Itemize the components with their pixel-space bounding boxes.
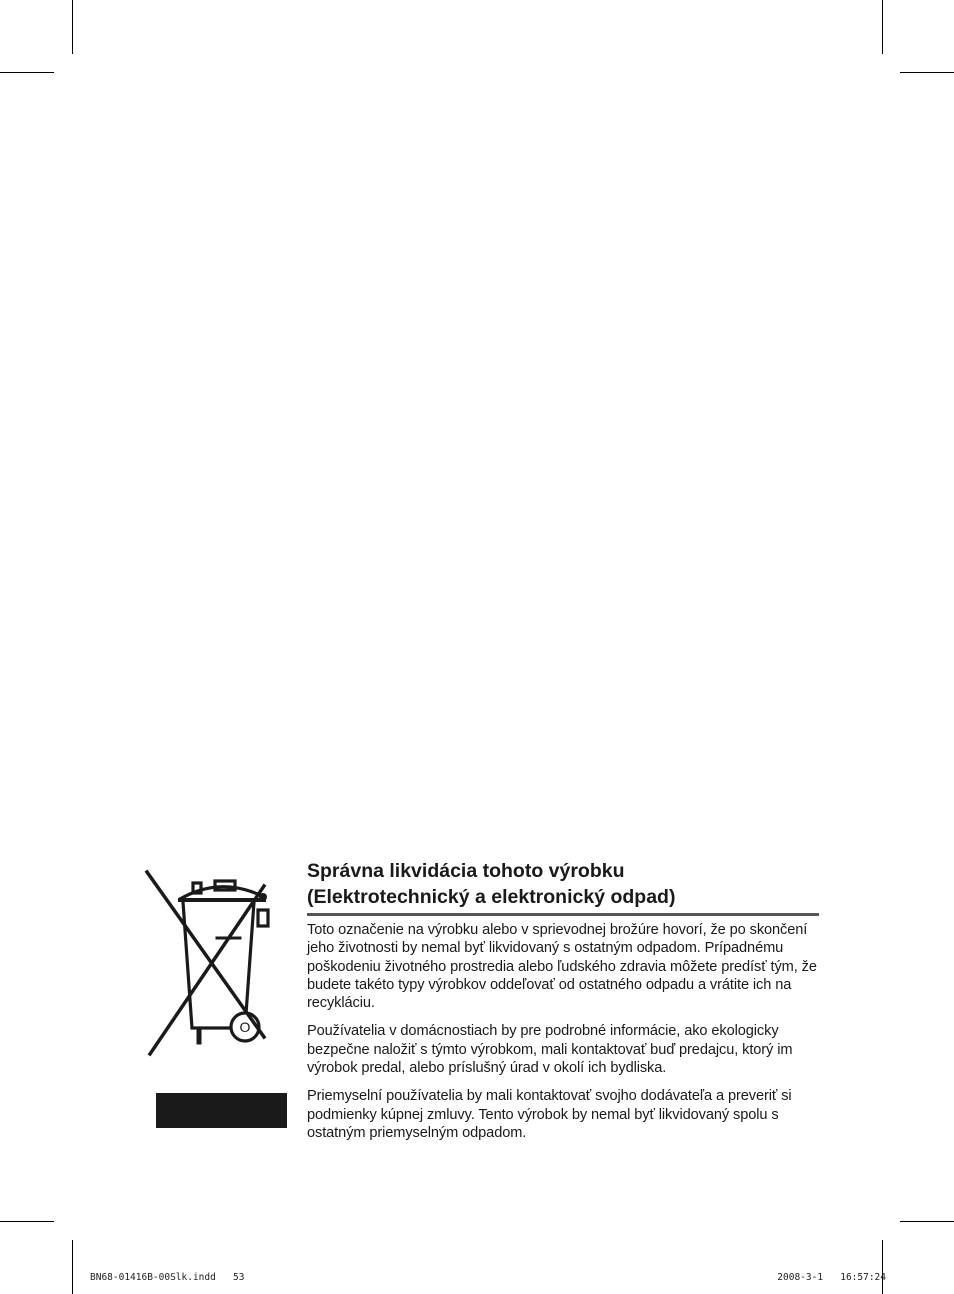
footer-time: 16:57:24 (840, 1272, 886, 1283)
paragraph-business-users: Priemyselní používatelia by mali kontaktovať svojho dodávateľa a preveriť si podmienky kúpnej zmluvy. Tento výrobok by nemal byť likvidovaný spolu s ostatným priemyselným odpadom. (307, 1088, 792, 1141)
footer-filename: BN68-01416B-00Slk.indd (90, 1272, 216, 1283)
paragraph-household-users: Používatelia v domácnostiach by pre podrobné informácie, ako ekologicky bezpečne naložiť s týmto výrobkom, mali kontaktovať buď predajcu, ktorý im výrobok predal, alebo príslušný úrad v okolí ich bydliska. (307, 1023, 793, 1077)
crop-mark (0, 1221, 54, 1222)
print-footer-file (90, 1272, 244, 1283)
crop-mark (72, 0, 73, 54)
section-title: Správna likvidácia tohoto výrobku (307, 860, 625, 882)
crop-mark (882, 0, 883, 54)
paragraph-marking: Toto označenie na výrobku alebo v sprievodnej brožúre hovorí, že po skončení jeho životnosti by nemal byť likvidovaný s ostatným odpadom. Prípadnému poškodeniu životného prostredia alebo ľudského zdravia môžete predísť tým, že budete takéto typy výrobkov oddeľovať od ostatného odpadu a vrátite ich na recykláciu. (307, 922, 817, 1012)
crop-mark (72, 1240, 73, 1294)
disposal-section (307, 858, 819, 1152)
crossed-out-wheelie-bin-icon (140, 866, 275, 1062)
crop-mark (882, 1240, 883, 1294)
crop-mark (900, 1221, 954, 1222)
footer-date: 2008-3-1 (777, 1272, 824, 1283)
weee-black-bar (156, 1093, 287, 1128)
print-footer-timestamp (777, 1272, 886, 1283)
section-subtitle: (Elektrotechnický a elektronický odpad) (307, 886, 676, 908)
heading-rule (307, 913, 819, 916)
crop-mark (900, 72, 954, 73)
crop-mark (0, 72, 54, 73)
footer-page: 53 (233, 1272, 245, 1283)
svg-text:O: O (239, 1019, 251, 1035)
